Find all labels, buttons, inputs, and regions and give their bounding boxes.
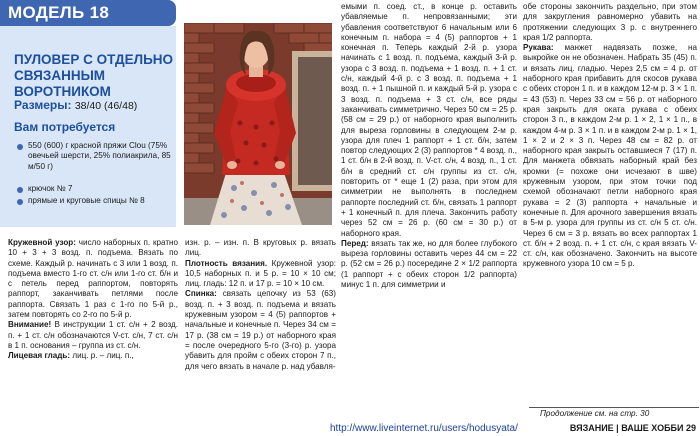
sleeves-heading: Рукава: — [523, 43, 554, 53]
model-label: МОДЕЛЬ 18 — [8, 3, 110, 22]
bullet-icon — [17, 199, 23, 205]
magazine-brand: ВЯЗАНИЕ | ВАШЕ ХОББИ 29 — [569, 423, 696, 433]
model-photo — [184, 23, 332, 225]
material-yarn: 550 (600) г красной пряжи Clou (75% овечьей шерсти, 25% полиакрила, 85 м/50 г) — [28, 141, 171, 171]
sleeves-paragraph — [523, 43, 697, 270]
column-1 — [8, 238, 178, 362]
source-url[interactable]: http://www.liveinternet.ru/users/hodusyata/ — [330, 423, 518, 434]
column-4 — [523, 2, 697, 270]
gauge-heading: Плотность вязания. — [185, 258, 268, 268]
material-hook: крючок № 7 — [28, 184, 73, 193]
column-3 — [341, 2, 517, 290]
stockinette-continued: изн. р. – изн. п. В круговых р. вязать лиц. — [185, 238, 336, 258]
footer — [330, 423, 700, 436]
sleeves-text: манжет надвязать позже, на выкройке он не обозначен. Набрать 35 (45) п. и вязать лиц. гладью. Через 2,5 см = 4 р. от наборного края прибавить для скосов рукава с обеих сторон 1 п. и в каждом 12-м р. 3 × 1 п. = 43 (53) п. Через 33 см = 56 р. от наборного края закрыть для оката рукава с обеих сторон 3 п., в каждом 2-м р. 1 × 2, 1 × 1 п., в каждом 4-м р. 3 × 1 п. и в каждом 2-м р. 1 × 1, 1 × 2 и 2 × 3 п. Через 48 см = 82 р. от наборного края закрыть оставшиеся 7 (17) п. Для манжета обвязать наборный край без кромки (= похоже они исчезают в шве) кружевным узором, при этом точки под схемой обозначают петли наборного края рукава = 2 (3) раппорта + начальные и конечные п. Для арочного завершения вязать в 5-м р. узора для группы из ст. с/н 5 ст. с/н. Через 6 см = 3 р. вязать во всех раппортах 1 ст. б/н + 2 возд. п. + 1 ст. с/н, с края вязать V-ст. с/н, как обозначено. Закончить на высоте кружевного узора 10 см = 5 р. — [523, 43, 697, 269]
back-continued: емыми п. соед. ст., в конце р. оставить убавляемые п. непровязанными; эти убавления соответствуют 6 начальным или 6 конечным п. наборa = 4 (5) раппортов + 1 конечная п. Теперь каждый 2-й р. узора начинать с 1 возд. п. подъема, каждый 3-й р. узора с 3 возд. п. подъема + 1 возд. п. + 1 ст. с/н, каждый 4-й р. с 3 возд. п. подъема + 1 возд. п. + 1 пышной п. и каждый 5-й р. узора с 3 возд. п. подъема + 3 ст. с/н, все ряды заканчивать симметрично. Через 50 см = 25 р. (58 см = 29 р.) от наборного края выполнить для выреза горловины в следующем 2-м р. узора для плеч 1 раппорт + 1 ст. б/н, затем повтор следующих 2 (3) раппортов * 4 возд. п., 1 ст. б/н в 2-й возд. п. V-ст. с/н, 4 возд. п., 1 ст. б/н в средний ст. с/н группы из ст. с/н, повторить от * еще 1 (2) раза, при этом для симметрии не выполнять в последнем раппорте последний ст. б/н, связать 1 раппорт + 1 конечный п. для плеча. Закончить работу через 52 см = 26 р. (60 см = 30 р.) от наборного края. — [341, 2, 517, 238]
back-heading: Спинка: — [185, 289, 217, 299]
bullet-icon — [17, 144, 23, 150]
attention-text: В инструкции 1 ст. с/н + 2 возд. п. + 1 ст. с/н обозначаются V-ст. с/н, 7 ст. с/н в 1 п. основания – группа из ст. с/н. — [8, 320, 178, 350]
bullet-icon — [17, 187, 23, 193]
back-text: связать цепочку из 53 (63) возд. п. + 3 возд. п. подъема и вязать кружевным узором = 4 (5) раппортов + начальные и конечные п. Через 34 см = 17 р. (38 см = 19 р.) от наборного края = после очередного 5-го (3-го) р. узора убавить для пройм с обеих сторон 7 п., для чего вязать в начале р. над убавля- — [185, 289, 336, 371]
lace-pattern-heading: Кружевной узор: — [8, 238, 76, 247]
lace-pattern-text: число наборных п. кратно 10 + 3 + 3 возд. п. подъема. Вязать по схеме. Каждый р. начинать с 3 или 1 возд. п. подъема вместо 1-го ст. с/н или 1-го ст. б/н и с петель перед раппортом, повторять раппорт, заканчивать петлями после раппорта. Связать 1 раз с 1-го по 5-й р., затем повторять со 2-го по 5-й р. — [8, 238, 179, 320]
attention-paragraph — [8, 320, 178, 351]
sizes-label: Размеры: — [14, 98, 72, 112]
photo-illustration — [184, 23, 332, 225]
front-heading: Перед: — [341, 238, 369, 248]
front-paragraph — [341, 239, 517, 290]
front-text: вязать так же, но для более глубокого выреза горловины оставить через 44 см = 22 р. (52 см = 26 р.) посередине 2 × 1/2 раппорта (1 раппорт + с обеих сторон 1/2 раппорта) минус 1 п. для симметрии и — [341, 238, 517, 290]
column-2 — [185, 238, 336, 372]
sizes-value: 38/40 (46/48) — [74, 100, 138, 112]
gauge-paragraph — [185, 259, 336, 290]
attention-heading: Внимание! — [8, 320, 52, 330]
model-header — [0, 0, 176, 26]
gauge-text: Кружевной узор: 10,5 наборных п. и 5 р. = 10 × 10 см; лиц. гладь: 12 п. и 17 р. = 10 × 10 см. — [185, 258, 337, 289]
stockinette-heading: Лицевая гладь: — [8, 351, 71, 361]
back-paragraph — [185, 289, 336, 371]
continued-link[interactable]: Продолжение см. на стр. 30 — [540, 409, 650, 418]
divider — [529, 407, 699, 408]
lace-pattern-paragraph — [8, 238, 178, 320]
front-continued: обе стороны закончить раздельно, при этом для закругления равномерно убавить на протяжении следующих 3 р. с внутреннего края 1/2 раппорта. — [523, 2, 697, 42]
material-needles: прямые и круговые спицы № 8 — [28, 196, 145, 205]
sizes-row — [14, 98, 137, 112]
pattern-title: ПУЛОВЕР С ОТДЕЛЬНО СВЯЗАННЫМ ВОРОТНИКОМ — [14, 52, 174, 99]
materials-heading: Вам потребуется — [14, 120, 116, 134]
stockinette-text: лиц. р. – лиц. п., — [70, 351, 134, 361]
stockinette-paragraph — [8, 351, 178, 361]
